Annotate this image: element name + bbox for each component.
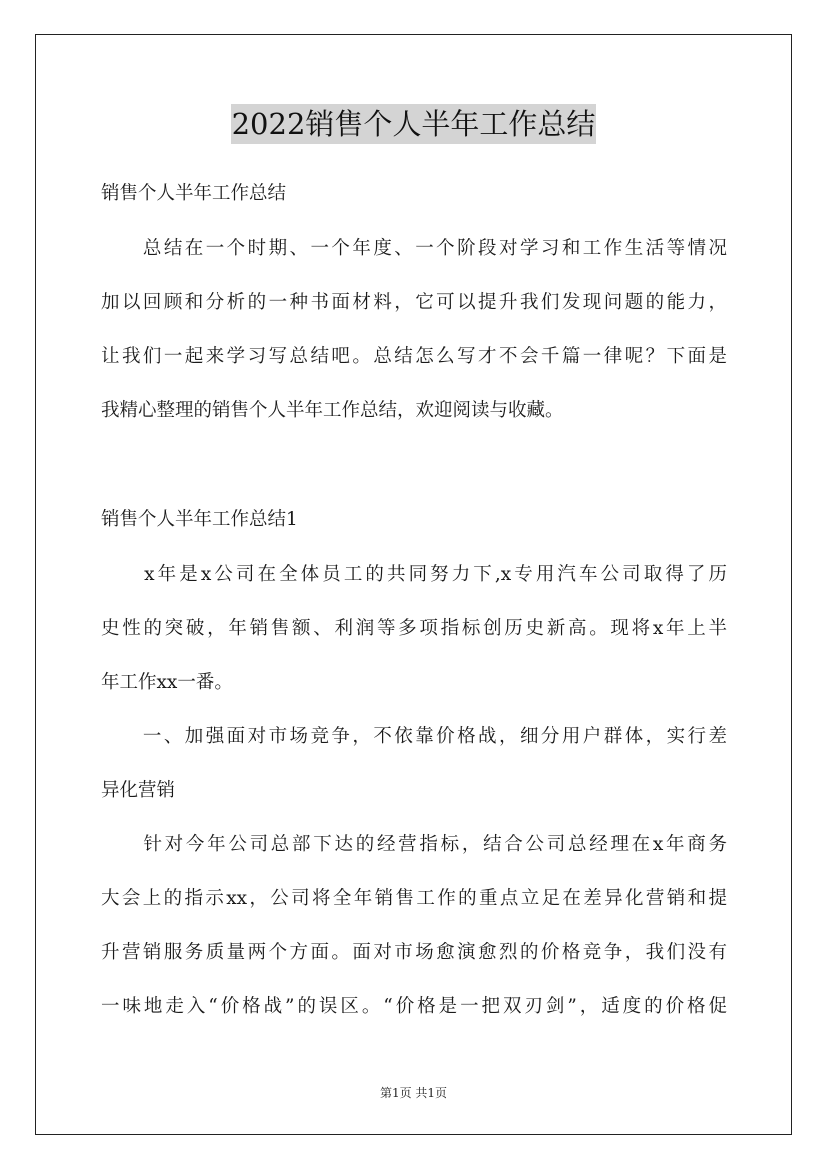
paragraph-line: 年工作xx一番。 <box>101 672 233 693</box>
document-title: 2022销售个人半年工作总结 <box>231 104 597 144</box>
title-container <box>0 104 827 144</box>
paragraph-line: x年是x公司在全体员工的共同努力下,x专用汽车公司取得了历 <box>101 564 727 585</box>
intro-line: 让我们一起来学习写总结吧。总结怎么写才不会千篇一律呢？下面是 <box>101 346 727 367</box>
paragraph-line: 大会上的指示xx，公司将全年销售工作的重点立足在差异化营销和提 <box>101 888 727 909</box>
page-number: 第1页 共1页 <box>379 1086 448 1100</box>
intro-line: 我精心整理的销售个人半年工作总结，欢迎阅读与收藏。 <box>101 400 564 421</box>
intro-line: 总结在一个时期、一个年度、一个阶段对学习和工作生活等情况 <box>101 238 727 259</box>
subtitle: 销售个人半年工作总结 <box>101 183 287 204</box>
point-heading-line: 异化营销 <box>101 780 176 801</box>
paragraph-line: 史性的突破，年销售额、利润等多项指标创历史新高。现将x年上半 <box>101 618 727 639</box>
point-heading-line: 一、加强面对市场竞争，不依靠价格战，细分用户群体，实行差 <box>101 726 727 747</box>
paragraph-line: 一味地走入“价格战”的误区。“价格是一把双刃剑”，适度的价格促 <box>101 996 727 1017</box>
intro-line: 加以回顾和分析的一种书面材料，它可以提升我们发现问题的能力， <box>101 292 727 313</box>
paragraph-line: 升营销服务质量两个方面。面对市场愈演愈烈的价格竞争，我们没有 <box>101 942 727 963</box>
section-heading: 销售个人半年工作总结1 <box>101 509 298 530</box>
paragraph-line: 针对今年公司总部下达的经营指标，结合公司总经理在x年商务 <box>101 834 727 855</box>
